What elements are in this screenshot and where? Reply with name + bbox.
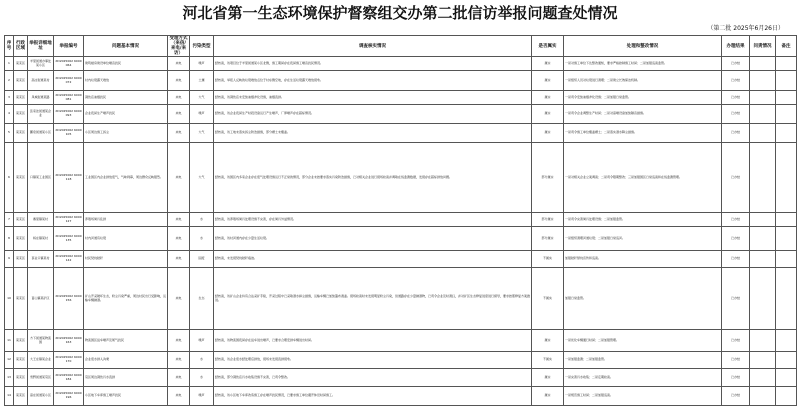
- column-header: 问责情况: [750, 36, 776, 57]
- cell-code: XD2025062 6000072: [54, 71, 84, 91]
- cell-ptype: 水: [190, 352, 214, 369]
- cell-handle: 一是优化车辆通行时间；二是加强管理。: [564, 330, 722, 352]
- cell-real: 属实: [532, 105, 564, 124]
- cell-survey: 经核查，该企业废水经处理后排放，现场未发现直排现象。: [214, 352, 532, 369]
- cell-issue: 景区周边餐饮污水直排: [84, 369, 168, 387]
- cell-blame: [750, 91, 776, 105]
- cell-code: XD2025062 6000127: [54, 213, 84, 227]
- cell-issue: 小区周边施工扬尘: [84, 124, 168, 143]
- cell-method: 来电: [168, 57, 190, 71]
- cell-survey: 经核查，举报人反映的垃圾堆放点位于村东侧空地，存在生活垃圾露天堆放现象。: [214, 71, 532, 91]
- cell-method: 来电: [168, 143, 190, 213]
- cell-code: XD2025062 6000064: [54, 57, 84, 71]
- column-header: 举报详细地址: [28, 36, 54, 57]
- cell-note: [776, 71, 797, 91]
- cell-survey: 经核查，该园区内多家企业存在废气处理设施运行不正常的情况，部分企业未按要求落实污染防治措施，已对相关企业进行现场检查并调取在线监测数据，发现存在超标排放问题。: [214, 143, 532, 213]
- cell-issue: 建筑楼房建设单位噪音扰民: [84, 57, 168, 71]
- cell-real: 属实: [532, 91, 564, 105]
- cell-no: 6: [5, 143, 14, 213]
- cell-issue: 企业夜间生产噪声扰民: [84, 105, 168, 124]
- cell-blame: [750, 124, 776, 143]
- cell-code: XD2025062 6000184: [54, 369, 84, 387]
- cell-region: 莱芜区: [14, 352, 28, 369]
- cell-handle: 一是对施工单位下达整改通知，要求严格控制施工时间；二是加强巡查监管。: [564, 57, 722, 71]
- cell-issue: 村内河道有垃圾: [84, 227, 168, 251]
- cell-method: 来电: [168, 227, 190, 251]
- cell-real: 不属实: [532, 251, 564, 268]
- cell-region: 莱芜区: [14, 387, 28, 406]
- cell-address: 茶业口镇某村: [28, 251, 54, 268]
- cell-method: 来电: [168, 124, 190, 143]
- column-header: 污染类型: [190, 36, 214, 57]
- cell-ptype: 大气: [190, 124, 214, 143]
- cell-handle: 一是对相关企业立案调查；二是责令限期整改；三是加强园区日常巡查和在线监测管理。: [564, 143, 722, 213]
- column-header: 备注: [776, 36, 797, 57]
- cell-address: 口镇某工业园区: [28, 143, 54, 213]
- cell-code: XD2025062 6000142: [54, 251, 84, 268]
- cell-result: 已办结: [722, 71, 750, 91]
- cell-result: 已办结: [722, 330, 750, 352]
- cell-result: 已办结: [722, 369, 750, 387]
- cell-real: 不属实: [532, 352, 564, 369]
- cell-no: 12: [5, 352, 14, 369]
- cell-real: 部分属实: [532, 213, 564, 227]
- page-title: 河北省第一生态环境保护督察组交办第二批信访举报问题查处情况: [182, 4, 618, 22]
- cell-ptype: 固废: [190, 251, 214, 268]
- column-header: 举报编号: [54, 36, 84, 57]
- cell-note: [776, 387, 797, 406]
- cell-address: 苗山镇某矿区: [28, 268, 54, 330]
- column-header: 受理方式（来信/来电/来访）: [169, 36, 188, 56]
- cell-code: XD2025062 6000118: [54, 143, 84, 213]
- cell-issue: 村内垃圾露天堆放: [84, 71, 168, 91]
- cell-method: 来电: [168, 91, 190, 105]
- cell-no: 2: [5, 71, 14, 91]
- cell-region: 莱芜区: [14, 105, 28, 124]
- cell-note: [776, 352, 797, 369]
- cell-handle: 一是责令施工单位覆盖裸土；二是落实洒水降尘措施。: [564, 124, 722, 143]
- cell-result: 已办结: [722, 91, 750, 105]
- cell-region: 莱芜区: [14, 369, 28, 387]
- cell-issue: 物流园区货车噪声及尾气扰民: [84, 330, 168, 352]
- table-row: [5, 57, 797, 71]
- cell-region: 莱芜区: [14, 227, 28, 251]
- cell-issue: 餐饮店油烟扰民: [84, 91, 168, 105]
- column-header: 是否属实: [532, 36, 564, 57]
- cell-issue: 村民焚烧秸秆: [84, 251, 168, 268]
- cell-blame: [750, 387, 776, 406]
- cell-blame: [750, 251, 776, 268]
- cell-ptype: 水: [190, 213, 214, 227]
- cell-survey: 经核查，该工地未落实扬尘防治措施，部分裸土未覆盖。: [214, 124, 532, 143]
- cell-address: 张家洼街道某企业: [28, 105, 54, 124]
- cell-result: 已办结: [722, 124, 750, 143]
- cell-ptype: 噪声: [190, 330, 214, 352]
- table-row: [5, 369, 797, 387]
- cell-code: XD2025062 6000196: [54, 387, 84, 406]
- cell-handle: 加强秸秆禁烧宣传和巡查。: [564, 251, 722, 268]
- cell-real: 属实: [532, 330, 564, 352]
- cell-no: 8: [5, 227, 14, 251]
- cell-ptype: 噪声: [190, 57, 214, 71]
- cell-handle: 一是组织人员对垃圾进行清理；二是建立长效保洁机制。: [564, 71, 722, 91]
- batch-date-label: （第二批 2025年6月26日）: [707, 25, 784, 32]
- cell-blame: [750, 369, 776, 387]
- cell-real: 不属实: [532, 268, 564, 330]
- cell-region: 莱芜区: [14, 143, 28, 213]
- table-row: [5, 71, 797, 91]
- cell-address: 方下街道某物流园: [28, 330, 54, 352]
- cell-region: 莱芜区: [14, 124, 28, 143]
- cell-result: 已办结: [722, 268, 750, 330]
- cell-handle: 一是加强监测；二是加强监管。: [564, 352, 722, 369]
- table-row: [5, 91, 797, 105]
- cell-issue: 工业园区内企业排放废气，气味刺鼻，周边群众反映强烈。: [84, 143, 168, 213]
- table-row: [5, 124, 797, 143]
- cell-note: [776, 105, 797, 124]
- cell-real: 属实: [532, 124, 564, 143]
- cell-code: XD2025062 6000093: [54, 105, 84, 124]
- cell-real: 部分属实: [532, 227, 564, 251]
- cell-blame: [750, 227, 776, 251]
- cell-address: 高庄街道某小区: [28, 387, 54, 406]
- table-row: [5, 227, 797, 251]
- cell-ptype: 生态: [190, 268, 214, 330]
- cell-code: XD2025062 6000135: [54, 227, 84, 251]
- cell-method: 来电: [168, 71, 190, 91]
- cell-address: 羊里街道办事处某小区: [28, 57, 54, 71]
- cell-ptype: 土壤: [190, 71, 214, 91]
- cell-survey: 经核查，该企业夜间生产时段设备运行产生噪声，厂界噪声存在超标情况。: [214, 105, 532, 124]
- cell-note: [776, 227, 797, 251]
- cell-result: 已办结: [722, 105, 750, 124]
- cell-code: XD2025062 6000156: [54, 268, 84, 330]
- cell-handle: 加强日常监管。: [564, 268, 722, 330]
- table-row: [5, 352, 797, 369]
- cell-handle: 一是责令完善粪污处理设施；二是加强监管。: [564, 213, 722, 227]
- cell-survey: 经核查，该项目位于羊里街道某小区北侧，施工期间存在夜间施工噪音扰民情况。: [214, 57, 532, 71]
- cell-method: 来电: [168, 268, 190, 330]
- cell-code: XD2025062 6000170: [54, 352, 84, 369]
- cell-survey: 经核查，该物流园夜间存在货车进出噪声，已要求合理安排车辆进出时间。: [214, 330, 532, 352]
- cell-method: 来电: [168, 387, 190, 406]
- column-header: 处理和整改情况: [564, 36, 722, 57]
- table-row: [5, 251, 797, 268]
- cell-note: [776, 57, 797, 71]
- column-header: 问题基本情况: [84, 36, 168, 57]
- cell-real: 属实: [532, 57, 564, 71]
- table-row: [5, 268, 797, 330]
- cell-survey: 经核查，该餐饮店未安装油烟净化设施，油烟直排。: [214, 91, 532, 105]
- cell-address: 凤城街道某路: [28, 91, 54, 105]
- table-row: [5, 105, 797, 124]
- cell-no: 13: [5, 369, 14, 387]
- cell-no: 4: [5, 105, 14, 124]
- cell-blame: [750, 213, 776, 227]
- cell-no: 3: [5, 91, 14, 105]
- cell-note: [776, 330, 797, 352]
- cell-code: XD2025062 6000163: [54, 330, 84, 352]
- cell-survey: 经核查，该矿山企业持有合法采矿手续，开采过程中已采取洒水抑尘措施，运输车辆已加装篷布遮盖。现场检查时未发现明显粉尘污染，但道路存在少量抛洒物，已责令企业及时清扫，并对矿区生态修复进度进行督导，要求按照修复方案推进。: [214, 268, 532, 330]
- cell-note: [776, 124, 797, 143]
- cell-result: 已办结: [722, 387, 750, 406]
- cell-real: 属实: [532, 387, 564, 406]
- cell-blame: [750, 330, 776, 352]
- cell-blame: [750, 352, 776, 369]
- cell-code: XD2025062 6000105: [54, 124, 84, 143]
- cell-handle: 一是责令企业调整生产时间；二是对高噪设备加装隔音措施。: [564, 105, 722, 124]
- cell-no: 10: [5, 268, 14, 330]
- cell-blame: [750, 71, 776, 91]
- cell-result: 已办结: [722, 352, 750, 369]
- cell-address: 杨庄镇某村: [28, 227, 54, 251]
- table-row: [5, 143, 797, 213]
- cell-region: 莱芜区: [14, 213, 28, 227]
- table-row: [5, 387, 797, 406]
- cell-note: [776, 268, 797, 330]
- column-header: 调查核实情况: [214, 36, 532, 57]
- cell-handle: 一是组织清理河道垃圾；二是加强日常巡河。: [564, 227, 722, 251]
- cell-blame: [750, 57, 776, 71]
- cell-issue: 矿山开采破坏生态，粉尘污染严重，周边村民出行受影响，运输车辆抛洒。: [84, 268, 168, 330]
- cell-no: 5: [5, 124, 14, 143]
- cell-method: 来电: [168, 369, 190, 387]
- cell-no: 7: [5, 213, 14, 227]
- cell-result: 已办结: [722, 251, 750, 268]
- table-body: [5, 57, 797, 406]
- cell-result: 已办结: [722, 143, 750, 213]
- cell-blame: [750, 268, 776, 330]
- cell-region: 莱芜区: [14, 268, 28, 330]
- cell-address: 鹏泉街道某小区: [28, 124, 54, 143]
- cell-no: 11: [5, 330, 14, 352]
- column-header: 办理结果: [722, 36, 750, 57]
- cell-survey: 经核查，部分餐饮店污水收集设施不完善，已责令整改。: [214, 369, 532, 387]
- column-header: 行政区域: [14, 36, 28, 57]
- cell-ptype: 水: [190, 227, 214, 251]
- cell-ptype: 大气: [190, 143, 214, 213]
- table-row: [5, 213, 797, 227]
- cell-real: 部分属实: [532, 143, 564, 213]
- cell-handle: 一是责令安装油烟净化设施；二是加强日常监管。: [564, 91, 722, 105]
- cell-method: 来电: [168, 213, 190, 227]
- table-row: [5, 330, 797, 352]
- cell-region: 莱芜区: [14, 330, 28, 352]
- cell-survey: 经核查，该养殖场粪污处理设施不完善，存在粪污外溢情况。: [214, 213, 532, 227]
- cell-note: [776, 91, 797, 105]
- cell-ptype: 水: [190, 369, 214, 387]
- cell-no: 14: [5, 387, 14, 406]
- cell-survey: 经核查，该村河道内存在少量生活垃圾。: [214, 227, 532, 251]
- cell-ptype: 噪声: [190, 387, 214, 406]
- cell-no: 9: [5, 251, 14, 268]
- column-header: 序号: [5, 36, 14, 57]
- cell-blame: [750, 143, 776, 213]
- cell-real: 属实: [532, 369, 564, 387]
- cell-issue: 企业废水排入沟渠: [84, 352, 168, 369]
- cell-region: 莱芜区: [14, 57, 28, 71]
- cell-handle: 一是完善污水收集；二是定期检查。: [564, 369, 722, 387]
- cell-ptype: 大气: [190, 91, 214, 105]
- cell-region: 莱芜区: [14, 91, 28, 105]
- cell-real: 属实: [532, 71, 564, 91]
- cell-method: 来电: [168, 251, 190, 268]
- cell-ptype: 噪声: [190, 105, 214, 124]
- cell-result: 已办结: [722, 213, 750, 227]
- cell-survey: 经核查，未发现焚烧秸秆痕迹。: [214, 251, 532, 268]
- cell-issue: 养殖场粪污乱排: [84, 213, 168, 227]
- cell-issue: 小区地下车库施工噪声扰民: [84, 387, 168, 406]
- complaint-table: [4, 35, 797, 406]
- cell-address: 寨里镇某村: [28, 213, 54, 227]
- cell-result: 已办结: [722, 57, 750, 71]
- table-header-row: [5, 36, 797, 57]
- cell-region: 莱芜区: [14, 251, 28, 268]
- cell-note: [776, 251, 797, 268]
- cell-no: 1: [5, 57, 14, 71]
- cell-survey: 经核查，该小区地下车库改造施工存在噪声扰民情况，已要求施工单位避开休息时间施工。: [214, 387, 532, 406]
- cell-note: [776, 369, 797, 387]
- cell-result: 已办结: [722, 227, 750, 251]
- cell-region: 莱芜区: [14, 71, 28, 91]
- cell-blame: [750, 105, 776, 124]
- cell-note: [776, 143, 797, 213]
- cell-code: XD2025062 6000081: [54, 91, 84, 105]
- cell-address: 雪野街道某景区: [28, 369, 54, 387]
- cell-handle: 一是规范施工时间；二是加强巡查。: [564, 387, 722, 406]
- cell-address: 高庄街道某村: [28, 71, 54, 91]
- cell-address: 大王庄镇某企业: [28, 352, 54, 369]
- cell-note: [776, 213, 797, 227]
- cell-method: 来电: [168, 330, 190, 352]
- cell-method: 来电: [168, 352, 190, 369]
- cell-method: 来电: [168, 105, 190, 124]
